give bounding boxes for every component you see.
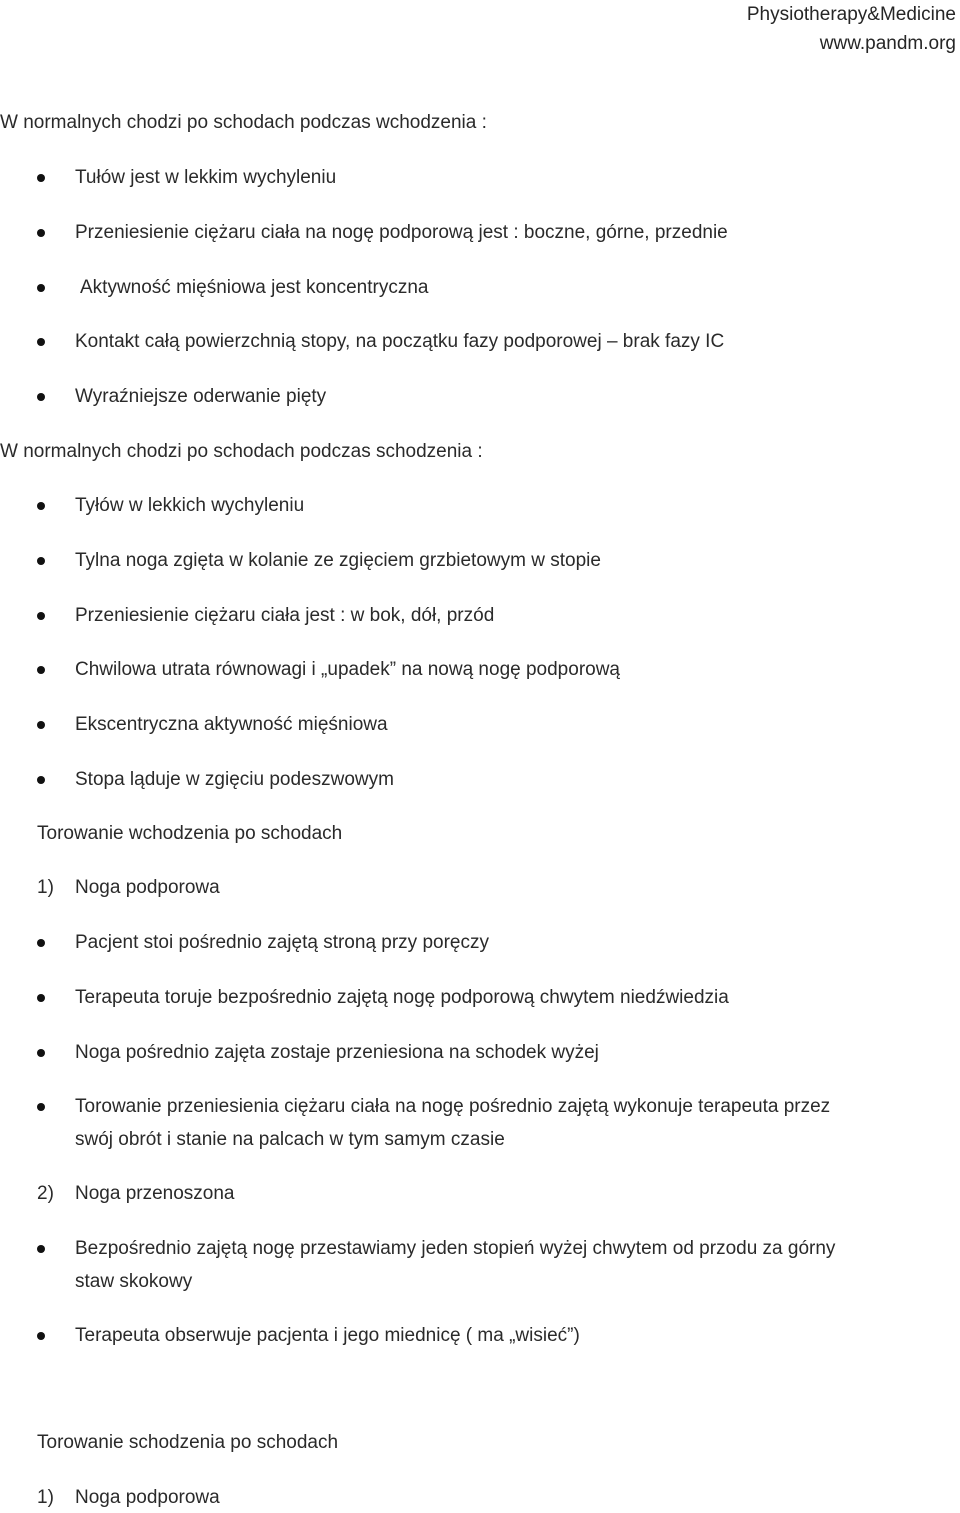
list-item: Pacjent stoi pośrednio zajętą stroną przy poręczy	[75, 932, 489, 953]
bullet-icon	[37, 338, 45, 346]
list-item: Torowanie przeniesienia ciężaru ciała na nogę pośrednio zajętą wykonuje terapeuta przez	[75, 1096, 831, 1117]
bullet-icon	[37, 1049, 45, 1057]
bullet-icon	[37, 1245, 45, 1253]
list-item: Kontakt całą powierzchnią stopy, na początku fazy podporowej – brak fazy IC	[75, 331, 725, 352]
list-item-continuation: staw skokowy	[75, 1271, 193, 1292]
bullet-icon	[37, 612, 45, 620]
list-item: Przeniesienie ciężaru ciała jest : w bok, dół, przód	[75, 605, 495, 626]
list-item-continuation: swój obrót i stanie na palcach w tym samym czasie	[75, 1129, 505, 1150]
step-label: Noga podporowa	[75, 1487, 220, 1508]
bullet-icon	[37, 939, 45, 947]
list-item: Tylna noga zgięta w kolanie ze zgięciem grzbietowym w stopie	[75, 550, 601, 571]
header-url: www.pandm.org	[819, 33, 956, 54]
bullet-icon	[37, 776, 45, 784]
facilitation-ascent-heading: Torowanie wchodzenia po schodach	[37, 823, 343, 844]
step-number: 1)	[37, 877, 54, 898]
list-item: Chwilowa utrata równowagi i „upadek” na nową nogę podporową	[75, 659, 620, 680]
step-number: 2)	[37, 1183, 54, 1204]
bullet-icon	[37, 666, 45, 674]
bullet-icon	[37, 1103, 45, 1111]
bullet-icon	[37, 1332, 45, 1340]
list-item: Noga pośrednio zajęta zostaje przeniesiona na schodek wyżej	[75, 1042, 599, 1063]
bullet-icon	[37, 994, 45, 1002]
bullet-icon	[37, 174, 45, 182]
list-item: Wyraźniejsze oderwanie pięty	[75, 386, 327, 407]
list-item: Bezpośrednio zajętą nogę przestawiamy jeden stopień wyżej chwytem od przodu za górny	[75, 1238, 836, 1259]
bullet-icon	[37, 229, 45, 237]
page-header	[747, 0, 956, 58]
bullet-icon	[37, 502, 45, 510]
list-item: Aktywność mięśniowa jest koncentryczna	[80, 277, 429, 298]
header-title: Physiotherapy&Medicine	[746, 4, 956, 25]
step-number: 1)	[37, 1487, 54, 1508]
list-item: Terapeuta obserwuje pacjenta i jego miednicę ( ma „wisieć”)	[75, 1325, 580, 1346]
bullet-icon	[37, 557, 45, 565]
list-item: Ekscentryczna aktywność mięśniowa	[75, 714, 388, 735]
list-item: Tyłów w lekkich wychyleniu	[75, 495, 305, 516]
ascent-heading: W normalnych chodzi po schodach podczas wchodzenia :	[0, 112, 487, 133]
list-item: Terapeuta toruje bezpośrednio zajętą nogę podporową chwytem niedźwiedzia	[75, 987, 729, 1008]
descent-heading: W normalnych chodzi po schodach podczas schodzenia :	[0, 441, 483, 462]
facilitation-descent-heading: Torowanie schodzenia po schodach	[37, 1432, 339, 1453]
list-item: Stopa ląduje w zgięciu podeszwowym	[75, 769, 394, 790]
bullet-icon	[37, 393, 45, 401]
list-item: Tułów jest w lekkim wychyleniu	[75, 167, 337, 188]
list-item: Przeniesienie ciężaru ciała na nogę podporową jest : boczne, górne, przednie	[75, 222, 728, 243]
bullet-icon	[37, 721, 45, 729]
bullet-icon	[37, 284, 45, 292]
step-label: Noga przenoszona	[75, 1183, 235, 1204]
step-label: Noga podporowa	[75, 877, 220, 898]
